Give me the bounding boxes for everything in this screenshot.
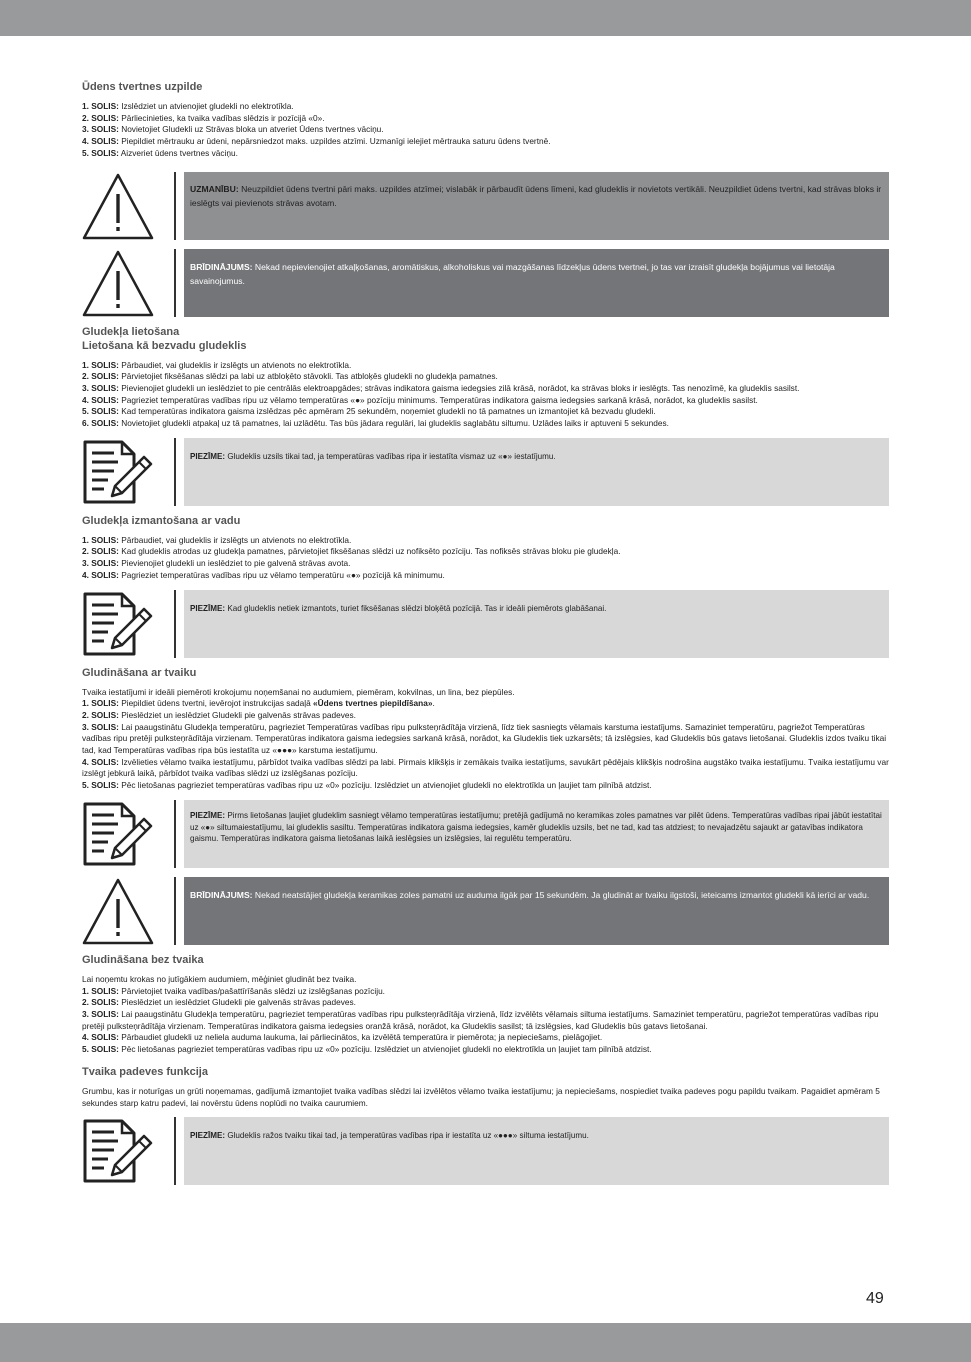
- step-item: 2. SOLIS: Pārvietojiet fiksēšanas slēdzi pa labi uz atbloķēto stāvokli. Tas atbloķēs gludekli no gludekļa pamatnes.: [82, 371, 498, 382]
- step-item: 6. SOLIS: Novietojiet gludekli atpakaļ uz tā pamatnes, lai uzlādētu. Tas būs jādara regulāri, lai gludeklis saglabātu siltumu. Uzlādes laiks ir aptuveni 5 sekundes.: [82, 418, 669, 429]
- step-list: [82, 535, 889, 582]
- section-title: Ūdens tvertnes uzpilde: [82, 81, 203, 93]
- step-item: 4. SOLIS: Izvēlieties vēlamo tvaika iestatījumu, pārbīdot tvaika vadības slēdzi pa labi. Pirmais klikšķis ir zemākais tvaika iestatījums, savukārt pēdējais klikšķis nodrošina augstāko tvaika iestatījumu. Tvaika iestatījumu var izslēgt jebkurā laikā, pārbīdot tvaika vadības slēdzi uz izslēgšanas pozīciju.: [82, 756, 889, 779]
- divider: [174, 249, 176, 317]
- warning-box: [82, 877, 889, 945]
- step-item: 3. SOLIS: Novietojiet Gludekli uz Strāvas bloka un atveriet Ūdens tvertnes vāciņu.: [82, 124, 384, 135]
- step-item: 4. SOLIS: Pārbaudiet gludekli uz neliela auduma laukuma, lai pārliecinātos, ka izvēlētā temperatūra ir piemērota; ja nepieciešams, pielāgojiet.: [82, 1032, 603, 1043]
- divider: [174, 877, 176, 945]
- note-document-icon: [82, 438, 162, 506]
- note-panel: PIEZĪME: Kad gludeklis netiek izmantots, turiet fiksēšanas slēdzi bloķētā pozīcijā. Tas ir ideāli piemērots glabāšanai.: [184, 590, 889, 658]
- warning-triangle-icon: [82, 877, 162, 945]
- step-item: 4. SOLIS: Pagrieziet temperatūras vadības ripu uz vēlamo temperatūras «●» pozīciju minimums. Temperatūras indikatora gaisma iedegsies sarkanā krāsā, norādot, ka gludeklis sasilst.: [82, 394, 758, 405]
- step-list: [82, 974, 889, 1056]
- step-item: 1. SOLIS: Pārbaudiet, vai gludeklis ir izslēgts un atvienots no elektrotīkla.: [82, 359, 352, 370]
- note-document-icon: [82, 1117, 162, 1185]
- step-item: 2. SOLIS: Pieslēdziet un ieslēdziet Gludekli pie galvenās strāvas padeves.: [82, 709, 356, 720]
- caution-box: [82, 172, 889, 240]
- step-item: 4. SOLIS: Pagrieziet temperatūras vadības ripu uz vēlamo temperatūru «●» pozīcijā kā minimumu.: [82, 569, 445, 580]
- divider: [174, 438, 176, 506]
- section-title: Gludekļa izmantošana ar vadu: [82, 514, 241, 527]
- caution-panel: UZMANĪBU: Neuzpildiet ūdens tvertni pāri maks. uzpildes atzīmei; vislabāk ir pārbaudīt ūdens līmeni, kad gludeklis ir novietots vertikāli. Neuzpildiet ūdens tvertni, kad strāvas bloks ir ieslēgts vai pievienots strāvas avotam.: [184, 172, 889, 240]
- section-title: Gludināšana bez tvaika: [82, 953, 204, 966]
- bottom-bar: [0, 1323, 971, 1362]
- step-item: 3. SOLIS: Lai paaugstinātu Gludekļa temperatūru, pagrieziet Temperatūras vadības ripu pulksteņrādītāja virzienā, līdz tiek sasniegts vēlamais karstuma iestatījums. Samaziniet temperatūru, pagriežot Temperatūras vadības ripu pretēji pulksteņrādītāja virzienam. Temperatūras indikatora gaisma iedegsies sarkanā krāsā, norādot, ka Gludeklis tiek uzkarsēts; tā izslēgsies, kad Gludeklis būs gatavs lietošanai. Gludeklis izdos tvaiku tikai tad, kad Temperatūras vadības ripa būs iestatīta uz «●●●» karstuma iestatījumu.: [82, 721, 887, 756]
- section-intro: Grumbu, kas ir noturīgas un grūti noņemamas, gadījumā izmantojiet tvaika vadības slēdzi lai izvēlētos vēlamo tvaika iestatījumu; ja nepieciešams, nospiediet tvaika padeves pogu papildu tvaikam. Pagaidiet apmēram 5 sekundes starp katru padevi, lai novērstu ūdens noplūdi no tvaika caurumiem.: [82, 1085, 880, 1108]
- step-item: 2. SOLIS: Pārliecinieties, ka tvaika vadības slēdzis ir pozīcijā «0».: [82, 112, 325, 123]
- step-item: 2. SOLIS: Pieslēdziet un ieslēdziet Gludekli pie galvenās strāvas padeves.: [82, 997, 356, 1008]
- top-bar: [0, 0, 971, 36]
- note-box: [82, 438, 889, 506]
- step-item: 5. SOLIS: Kad temperatūras indikatora gaisma izslēdzas pēc apmēram 25 sekundēm, noņemiet gludekli no tā pamatnes un izmantojiet kā bezvadu gludekli.: [82, 406, 656, 417]
- step-item: 1. SOLIS: Pārvietojiet tvaika vadības/pašattīrīšanās slēdzi uz izslēgšanas pozīciju.: [82, 985, 385, 996]
- section-intro: Lai noņemtu krokas no jutīgākiem audumiem, mēģiniet gludināt bez tvaika.: [82, 973, 357, 984]
- step-item: 3. SOLIS: Pievienojiet gludekli un ieslēdziet to pie galvenā strāvas avota.: [82, 558, 351, 569]
- section-title: Tvaika padeves funkcija: [82, 1065, 208, 1078]
- section-title: Gludekļa lietošana: [82, 325, 180, 338]
- step-list: [82, 101, 889, 160]
- note-box: [82, 800, 889, 868]
- divider: [174, 1117, 176, 1185]
- note-document-icon: [82, 800, 162, 868]
- divider: [174, 800, 176, 868]
- note-panel: PIEZĪME: Gludeklis uzsils tikai tad, ja temperatūras vadības ripa ir iestatīta vismaz uz «●» iestatījumu.: [184, 438, 889, 506]
- step-item: 2. SOLIS: Kad gludeklis atrodas uz gludekļa pamatnes, pārvietojiet fiksēšanas slēdzi uz nofiksēto pozīciju. Tas nofiksēs strāvas bloku pie gludekļa.: [82, 546, 621, 557]
- warning-box: [82, 249, 889, 317]
- step-item: 1. SOLIS: Piepildiet ūdens tvertni, ievērojot instrukcijas sadaļā «Ūdens tvertnes piepildīšana».: [82, 698, 435, 709]
- note-document-icon: [82, 590, 162, 658]
- step-item: 5. SOLIS: Pēc lietošanas pagrieziet temperatūras vadības ripu uz «0» pozīciju. Izslēdziet un atvienojiet gludekli no elektrotīkla un ļaujiet tam pilnībā atdzist.: [82, 780, 652, 791]
- divider: [174, 590, 176, 658]
- warning-panel: BRĪDINĀJUMS: Nekad nepievienojiet atkaļķošanas, aromātiskus, alkoholiskus vai mazgāšanas līdzekļus ūdens tvertnei, jo tas var izraisīt gludekļa bojājumus vai lietotāja savainojumus.: [184, 249, 889, 317]
- note-box: [82, 590, 889, 658]
- section-title: Gludināšana ar tvaiku: [82, 666, 197, 679]
- page-number: 49: [866, 1290, 884, 1307]
- step-item: 1. SOLIS: Izslēdziet un atvienojiet gludekli no elektrotīkla.: [82, 101, 294, 111]
- step-item: 1. SOLIS: Pārbaudiet, vai gludeklis ir izslēgts un atvienots no elektrotīkla.: [82, 534, 352, 545]
- note-panel: PIEZĪME: Gludeklis ražos tvaiku tikai tad, ja temperatūras vadības ripa ir iestatīta uz «●●●» siltuma iestatījumu.: [184, 1117, 889, 1185]
- section-subtitle: Lietošana kā bezvadu gludeklis: [82, 339, 247, 352]
- section-intro: Tvaika iestatījumi ir ideāli piemēroti krokojumu noņemšanai no audumiem, piemēram, kokvilnas, un lina, bez piepūles.: [82, 686, 515, 697]
- step-item: 4. SOLIS: Piepildiet mērtrauku ar ūdeni, nepārsniedzot maks. uzpildes atzīmi. Uzmanīgi ielejiet mērtrauka saturu ūdens tvertnē.: [82, 136, 551, 147]
- step-list: [82, 360, 889, 430]
- divider: [174, 172, 176, 240]
- warning-triangle-icon: [82, 249, 162, 317]
- note-panel: PIEZĪME: Pirms lietošanas ļaujiet gludeklim sasniegt vēlamo temperatūras iestatījumu; pretējā gadījumā no keramikas zoles pamatnes var pilēt ūdens. Temperatūras vadības ripai jābūt iestatītai uz «●» siltumaiestatījumu, lai gludeklis sasiltu. Temperatūras indikatora gaisma iedegsies, kamēr gludeklis uzsils, bet ne tad, kad tas atdziest; to nevajadzētu sajaukt ar gatavības indikatora gaismu. Temperatūras indikatora gaisma lietošanas laikā ieslēgsies un izslēgsies, lai regulētu temperatūru.: [184, 800, 889, 868]
- step-list: [82, 687, 889, 792]
- warning-triangle-icon: [82, 172, 162, 240]
- step-item: 5. SOLIS: Aizveriet ūdens tvertnes vāciņu.: [82, 147, 238, 158]
- step-item: 3. SOLIS: Lai paaugstinātu Gludekļa temperatūru, pagrieziet temperatūras vadības ripu pulksteņrādītāja virzienā, līdz izvēlēts vēlamais siltuma iestatījums. Samaziniet temperatūru, pagriežot temperatūras vadības ripu pretēji pulksteņrādītāja virzienam. Temperatūras indikatora gaisma iedegsies oranžā krāsā, norādot, ka Gludeklis sasilst; tā izslēgsies, kad Gludeklis būs gatavs lietošanai.: [82, 1008, 879, 1031]
- page-content: [82, 81, 889, 1194]
- step-item: 5. SOLIS: Pēc lietošanas pagrieziet temperatūras vadības ripu uz «0» pozīciju. Izslēdziet un atvienojiet gludekli no elektrotīkla un ļaujiet tam pilnībā atdzist.: [82, 1044, 652, 1055]
- warning-panel: BRĪDINĀJUMS: Nekad neatstājiet gludekļa keramikas zoles pamatni uz auduma ilgāk par 15 sekundēm. Ja gludināt ar tvaiku ilgstoši, ieteicams izmantot gludekli kā ierīci ar vadu.: [184, 877, 889, 945]
- note-box: [82, 1117, 889, 1185]
- step-item: 3. SOLIS: Pievienojiet gludekli un ieslēdziet to pie centrālās elektroapgādes; strāvas indikatora gaisma iedegsies zilā krāsā, norādot, ka strāvas bloks ir ieslēgts. Tas nenozīmē, ka gludeklis sasilst.: [82, 382, 800, 393]
